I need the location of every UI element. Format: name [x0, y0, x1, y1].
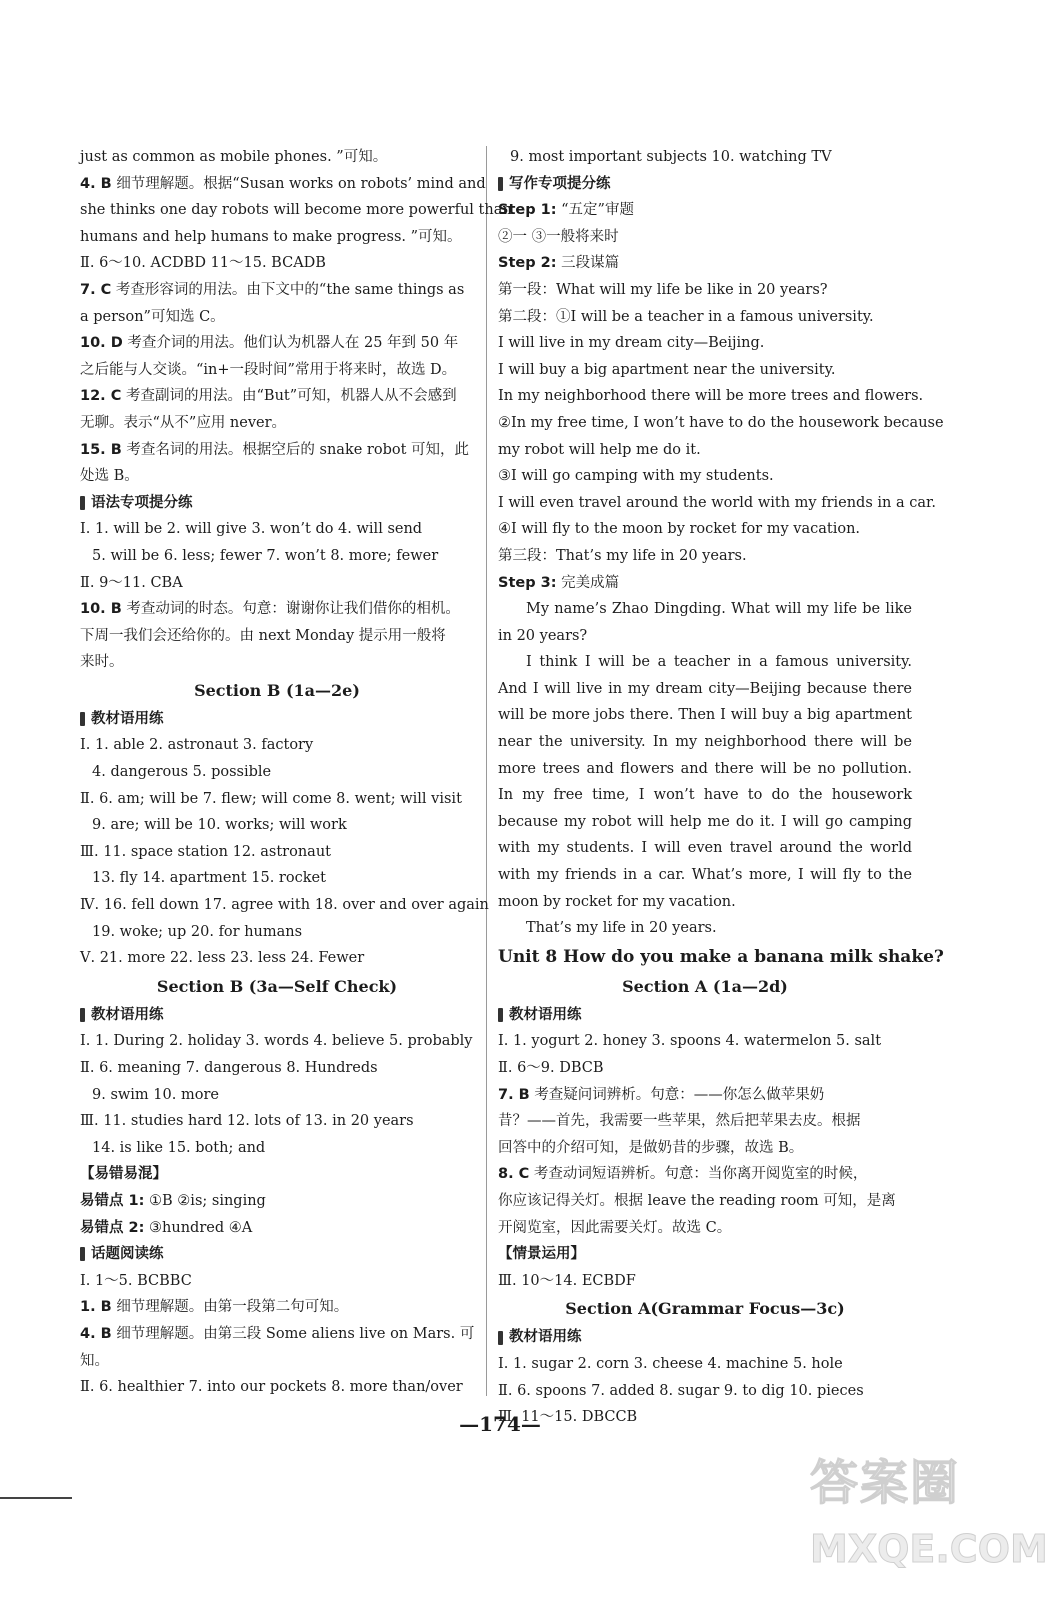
watermark-url: MXQE.COM [810, 1527, 1048, 1571]
answer-line [498, 304, 912, 331]
answer-text: 考查形容词的用法。由下文中的“the same things as [115, 281, 465, 298]
answer-line [498, 250, 912, 277]
answer-text: Ⅱ. 6. healthier 7. into our pockets 8. more than/over [80, 1379, 463, 1396]
answer-line [498, 1215, 912, 1242]
item-label: 1. B [80, 1299, 112, 1316]
answer-text: 你应该记得关灯。根据 leave the reading room 可知，是离 [498, 1192, 896, 1209]
answer-line [498, 516, 912, 543]
answer-text: ③hundred ④A [149, 1219, 253, 1236]
bar-icon [498, 1331, 503, 1345]
answer-text: 回答中的介绍可知，是做奶昔的步骤，故选 B。 [498, 1139, 804, 1156]
answer-line [80, 1348, 474, 1375]
answer-text: she thinks one day robots will become more powerful than [80, 202, 512, 219]
answer-text: Ⅰ. 1. will be 2. will give 3. won’t do 4. will send [80, 521, 423, 538]
section-bar-heading [80, 1002, 474, 1029]
answer-line [80, 463, 474, 490]
answer-text: 9. are; will be 10. works; will work [92, 817, 347, 834]
item-label: 10. B [80, 601, 122, 618]
answer-line [80, 623, 474, 650]
answer-text: 考查名词的用法。根据空后的 snake robot 可知，此 [126, 441, 470, 458]
item-label: Step 2: [498, 255, 557, 272]
answer-text: 来时。 [80, 654, 124, 671]
bar-heading-text: 教材语用练 [91, 1006, 164, 1023]
answer-text: 下周一我们会还给你的。由 next Monday 提示用一般将 [80, 627, 446, 644]
answer-text: Ⅲ. 11～15. DBCCB [498, 1409, 638, 1426]
right-column [498, 144, 944, 1431]
essay-paragraph: That’s my life in 20 years. [526, 920, 717, 937]
answer-text: I will live in my dream city—Beijing. [498, 335, 765, 352]
answer-line [80, 1215, 474, 1242]
answer-text: 无聊。表示“从不”应用 never。 [80, 414, 287, 431]
answer-line [80, 171, 486, 198]
answer-line [80, 1108, 474, 1135]
answer-line [80, 839, 474, 866]
bar-icon [80, 1247, 85, 1261]
answer-line [80, 277, 474, 304]
answer-text: 考查动词短语辨析。句意：当你离开阅览室的时候， [533, 1166, 868, 1183]
answer-line [80, 197, 512, 224]
answer-text: ①B ②is; singing [149, 1192, 266, 1209]
answer-text: 细节理解题。根据“Susan works on robots’ mind and [116, 175, 486, 192]
answer-line [80, 732, 474, 759]
answer-line [80, 304, 474, 331]
section-bar-heading [80, 706, 474, 733]
section-bar-heading [80, 1241, 474, 1268]
answer-line [80, 1082, 474, 1109]
answer-line [498, 1268, 912, 1295]
section-title: Section A (1a—2d) [622, 976, 788, 996]
answer-text: Ⅱ. 6. meaning 7. dangerous 8. Hundreds [80, 1060, 378, 1076]
answer-text: Ⅱ. 6～10. ACDBD 11～15. BCADB [80, 255, 326, 272]
answer-text: ②In my free time, I won’t have to do the housework because [498, 414, 944, 431]
answer-text: my robot will help me do it. [498, 441, 701, 458]
answer-line [498, 410, 944, 437]
answer-text: a person”可知选 C。 [80, 308, 225, 325]
answer-line [80, 865, 474, 892]
answer-text: 9. swim 10. more [92, 1086, 219, 1103]
answer-line [80, 1028, 474, 1055]
answer-text: 细节理解题。由第一段第二句可知。 [116, 1299, 349, 1316]
answer-text: Ⅴ. 21. more 22. less 23. less 24. Fewer [80, 950, 365, 967]
answer-text: 第二段：①I will be a teacher in a famous university. [498, 308, 874, 325]
answer-text: 4. dangerous 5. possible [92, 764, 272, 781]
answer-line [80, 1055, 474, 1082]
answer-line [80, 437, 474, 464]
answer-text: ④I will fly to the moon by rocket for my vacation. [498, 521, 861, 538]
column-divider [486, 146, 487, 1396]
item-label: 8. C [498, 1166, 530, 1183]
answer-line [80, 812, 474, 839]
bar-heading-text: 语法专项提分练 [91, 494, 193, 511]
answer-line [498, 463, 912, 490]
answer-text: 细节理解题。由第三段 Some aliens live on Mars. 可 [116, 1325, 475, 1342]
section-title: Section B (3a—Self Check) [156, 976, 398, 996]
answer-line [498, 543, 912, 570]
item-label: 7. C [80, 281, 112, 298]
answer-text: 完美成篇 [561, 574, 620, 591]
watermark-glyphs: 答案圈 [810, 1455, 961, 1511]
answer-text: 知。 [80, 1352, 109, 1369]
answer-text: 处选 B。 [80, 468, 139, 485]
answer-text: Ⅲ. 10～14. ECBDF [498, 1272, 636, 1289]
section-bar-heading [498, 1002, 912, 1029]
answer-text: just as common as mobile phones. ”可知。 [80, 149, 388, 165]
answer-line [498, 1135, 912, 1162]
answer-text: “五定”审题 [561, 202, 634, 219]
answer-line [80, 919, 474, 946]
answer-line [80, 144, 474, 171]
answer-line [80, 1321, 474, 1348]
answer-text: Ⅰ. 1. able 2. astronaut 3. factory [80, 737, 314, 754]
item-label: 4. B [80, 175, 112, 192]
answer-text: 第一段：What will my life be like in 20 years? [498, 281, 828, 298]
answer-text: 5. will be 6. less; fewer 7. won’t 8. more; fewer [92, 547, 439, 564]
answer-text: 9. most important subjects 10. watching TV [510, 149, 832, 165]
answer-line [80, 570, 474, 597]
bar-icon [498, 1008, 503, 1022]
answer-line [498, 1351, 912, 1378]
answer-line [80, 250, 474, 277]
answer-line [498, 383, 924, 410]
answer-line [498, 1028, 912, 1055]
section-bar-heading [498, 171, 912, 198]
answer-line [498, 490, 936, 517]
answer-line [80, 543, 474, 570]
essay-paragraph: I think I will be a teacher in a famous university. And I will live in my dream city—Beijing because there will be more jobs there. Then I will buy a big apartment near the university. In my neighborhood there will be more trees and flowers and there will be no pollution. In my free time, I won’t have to do the housework because my robot will help me do it. I will go camping with my students. I will even travel around the world with my friends in a car. What’s more, I will fly to the moon by rocket for my vacation. [498, 654, 912, 910]
bar-heading-text: 写作专项提分练 [509, 175, 611, 192]
answer-line [80, 1135, 474, 1162]
answer-text: Ⅲ. 11. studies hard 12. lots of 13. in 20 years [80, 1113, 414, 1130]
answer-text: 19. woke; up 20. for humans [92, 923, 303, 940]
answer-line [80, 1268, 474, 1295]
answer-text: ③I will go camping with my students. [498, 468, 774, 485]
answer-line [498, 1082, 912, 1109]
answer-text: 考查疑问词辨析。句意：——你怎么做苹果奶 [534, 1086, 825, 1103]
answer-line [498, 1378, 912, 1405]
answer-text: 13. fly 14. apartment 15. rocket [92, 870, 326, 887]
answer-text: 昔？——首先，我需要一些苹果，然后把苹果去皮。根据 [498, 1113, 861, 1130]
answer-line [498, 1055, 912, 1082]
answer-line [80, 1294, 474, 1321]
bar-icon [80, 496, 85, 510]
answer-text: 14. is like 15. both; and [92, 1139, 266, 1156]
answer-line [498, 277, 912, 304]
answer-line [80, 892, 489, 919]
answer-text: humans and help humans to make progress. ”可知。 [80, 228, 462, 245]
section-title: Section A(Grammar Focus—3c) [565, 1299, 845, 1319]
bottom-rule [0, 1497, 72, 1499]
answer-text: Ⅱ. 6. am; will be 7. flew; will come 8. went; will visit [80, 790, 462, 807]
item-label: 4. B [80, 1325, 112, 1342]
bar-icon [80, 712, 85, 726]
answer-text: Ⅳ. 16. fell down 17. agree with 18. over and over again [80, 897, 489, 914]
answer-text: Ⅰ. 1. yogurt 2. honey 3. spoons 4. watermelon 5. salt [498, 1033, 882, 1050]
answer-line [80, 649, 474, 676]
item-label: 易错点 1: [80, 1192, 145, 1209]
section-bar-heading [80, 490, 474, 517]
bracket-heading: 【易错易混】 [80, 1166, 167, 1183]
answer-text: Ⅱ. 9～11. CBA [80, 574, 183, 591]
bar-icon [498, 177, 503, 191]
essay-paragraph: My name’s Zhao Dingding. What will my life be like in 20 years? [498, 601, 912, 644]
answer-line [498, 1161, 912, 1188]
answer-text: I will even travel around the world with my friends in a car. [498, 494, 936, 511]
answer-text: 三段谋篇 [561, 255, 620, 272]
answer-line [80, 596, 474, 623]
answer-text: 考查动词的时态。句意：谢谢你让我们借你的相机。 [126, 601, 460, 618]
bar-heading-text: 教材语用练 [509, 1329, 582, 1346]
answer-line [498, 437, 912, 464]
answer-line [498, 357, 912, 384]
answer-line [498, 330, 912, 357]
answer-text: Ⅰ. 1. During 2. holiday 3. words 4. believe 5. probably [80, 1033, 473, 1050]
answer-line [80, 759, 474, 786]
item-label: 12. C [80, 388, 122, 405]
answer-line [80, 410, 474, 437]
answer-text: Ⅲ. 11. space station 12. astronaut [80, 843, 331, 860]
answer-text: 之后能与人交谈。“in+一段时间”常用于将来时，故选 D。 [80, 361, 457, 378]
answer-line [80, 786, 474, 813]
item-label: 易错点 2: [80, 1219, 145, 1236]
bar-heading-text: 话题阅读练 [91, 1246, 164, 1263]
bracket-heading: 【情景运用】 [498, 1246, 585, 1263]
answer-line [80, 945, 474, 972]
answer-line [498, 1108, 912, 1135]
answer-text: I will buy a big apartment near the university. [498, 361, 836, 378]
answer-line [80, 330, 474, 357]
bar-heading-text: 教材语用练 [91, 710, 164, 727]
left-column [80, 144, 512, 1401]
bar-heading-text: 教材语用练 [509, 1006, 582, 1023]
answer-line [498, 197, 912, 224]
answer-line [80, 1374, 474, 1401]
item-label: Step 3: [498, 574, 557, 591]
answer-text: 考查介词的用法。他们认为机器人在 25 年到 50 年 [127, 335, 459, 352]
answer-text: 考查副词的用法。由“But”可知，机器人从不会感到 [126, 388, 457, 405]
section-bar-heading [498, 1324, 912, 1351]
watermark-logo [810, 1455, 1048, 1590]
item-label: 15. B [80, 441, 122, 458]
answer-line [80, 1188, 474, 1215]
answer-line [498, 570, 912, 597]
item-label: 10. D [80, 335, 123, 352]
bar-icon [80, 1008, 85, 1022]
answer-text: Ⅰ. 1～5. BCBBC [80, 1272, 192, 1289]
answer-line [498, 144, 912, 171]
answer-line [498, 1188, 912, 1215]
answer-text: In my neighborhood there will be more trees and flowers. [498, 388, 924, 405]
answer-line [80, 224, 474, 251]
item-label: Step 1: [498, 202, 557, 219]
answer-text: 开阅览室，因此需要关灯。故选 C。 [498, 1219, 732, 1236]
answer-line [498, 224, 912, 251]
page-number: —174— [459, 1412, 541, 1436]
answer-text: Ⅰ. 1. sugar 2. corn 3. cheese 4. machine 5. hole [498, 1355, 843, 1372]
answer-text: ②一 ③一般将来时 [498, 228, 619, 245]
answer-text: Ⅱ. 6～9. DBCB [498, 1060, 604, 1076]
answer-line [80, 357, 474, 384]
answer-line [80, 383, 474, 410]
section-title: Section B (1a—2e) [194, 680, 360, 700]
item-label: 7. B [498, 1086, 530, 1103]
answer-text: 第三段：That’s my life in 20 years. [498, 547, 747, 564]
answer-text: Ⅱ. 6. spoons 7. added 8. sugar 9. to dig 10. pieces [498, 1382, 864, 1399]
unit-title: Unit 8 How do you make a banana milk shake? [498, 946, 944, 967]
answer-line [80, 516, 474, 543]
